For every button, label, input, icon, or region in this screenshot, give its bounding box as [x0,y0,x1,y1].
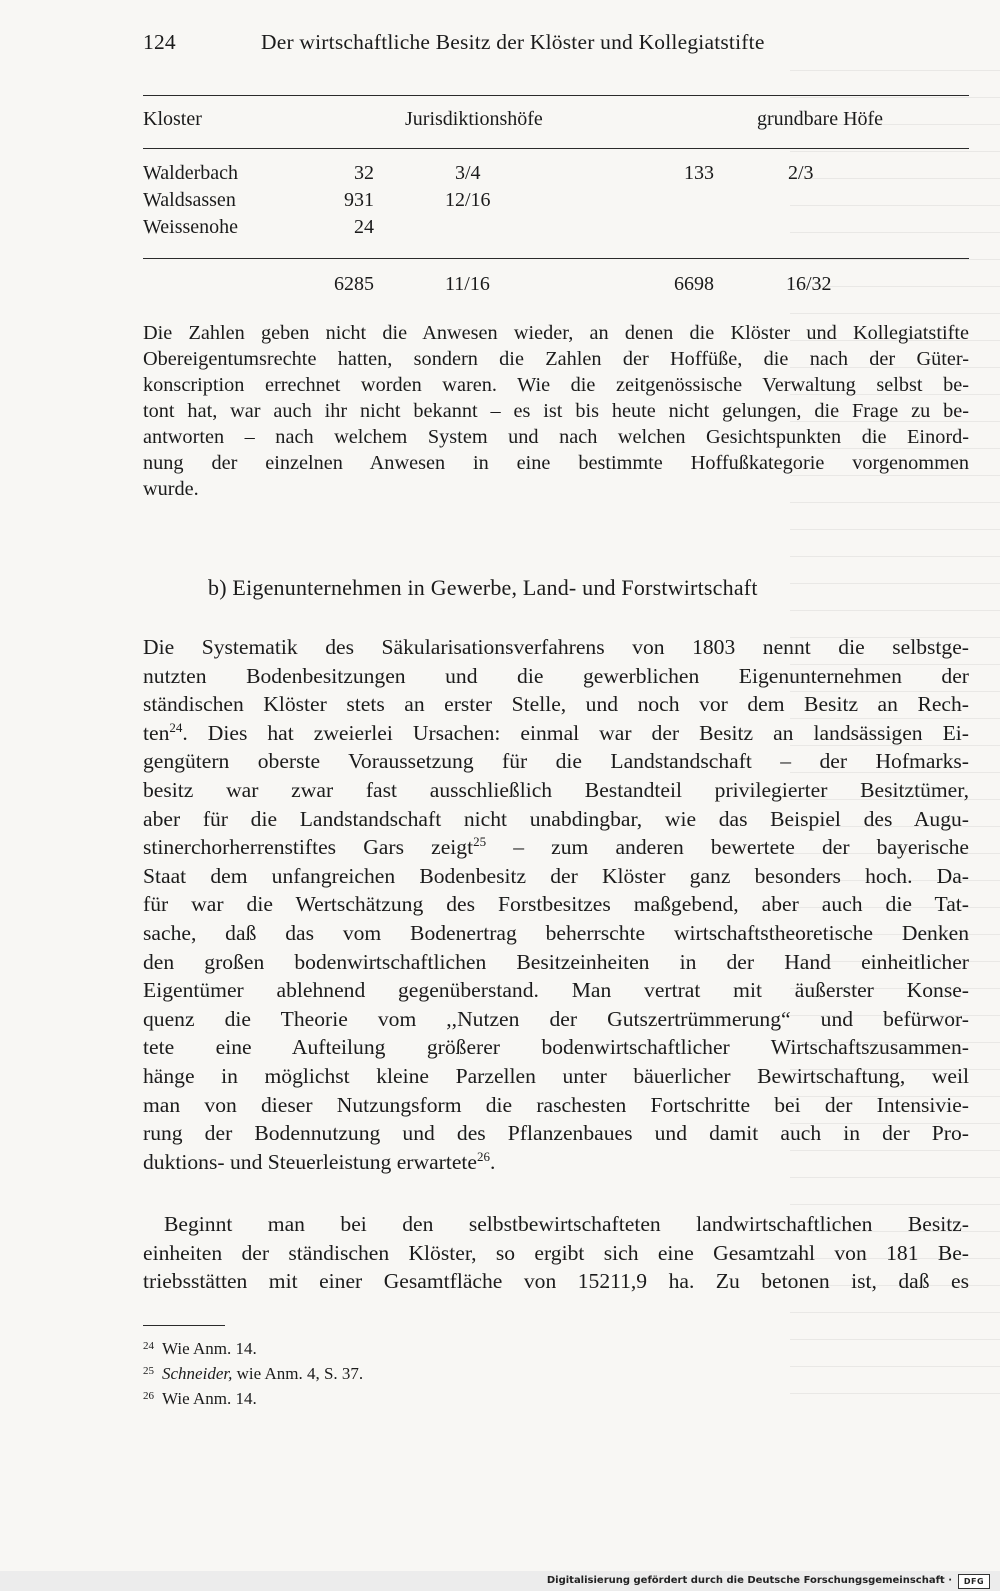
note-line: konscription errechnet worden waren. Wie die zeitgenössische Verwaltung selbst be- [143,374,969,396]
running-title: Der wirtschaftliche Besitz der Klöster und Kollegiatstifte [261,30,765,54]
body-line: hänge in möglichst kleine Parzellen unter bäuerlicher Bewirtschaftung, weil [143,1063,969,1088]
line-text: – zum anderen bewertete der bayerische [486,835,969,860]
line-text: ten [143,720,170,745]
body-line: nutzten Bodenbesitzungen und die gewerblichen Eigenunternehmen der [143,663,969,688]
row-name: Weissenohe [143,216,239,238]
line-text: . Dies hat zweierlei Ursachen: einmal war der Besitz an landsässigen Ei- [182,720,969,745]
row-grundbar-frac: 2/3 [788,162,814,184]
body-line: Staat dem unfangreichen Bodenbesitz der Klöster ganz besonders hoch. Da- [143,863,969,888]
body-line: aber für die Landstandschaft nicht unabdingbar, wie das Beispiel des Augu- [143,806,969,831]
footnote-ref-26[interactable]: 26 [477,1148,491,1164]
body-line: man von dieser Nutzungsform die raschesten Fortschritte bei der Intensivie- [143,1092,969,1117]
table-top-rule [143,95,969,96]
dfg-logo[interactable]: DFG [958,1574,990,1589]
body-line: Die Systematik des Säkularisationsverfahrens von 1803 nennt die selbstge- [143,635,969,659]
body-line [143,833,969,862]
body-line: triebsstätten mit einer Gesamtfläche von 15211,9 ha. Zu betonen ist, daß es [143,1269,969,1294]
footnote-25 [143,1364,363,1384]
note-line: wurde. [143,478,199,500]
section-heading: b) Eigenunternehmen in Gewerbe, Land- und Forstwirtschaft [208,575,758,600]
line-text: . [490,1149,496,1174]
line-text: duktions- und Steuerleistung erwartete [143,1149,478,1174]
row-jurisdiktion-frac: 12/16 [445,189,491,211]
total-jurisdiktion-int: 6285 [334,273,374,295]
row-grundbar-int: 133 [684,162,714,184]
table-sum-rule [143,258,969,259]
table-header-rule [143,148,969,149]
funding-credit: Digitalisierung gefördert durch die Deutsche Forschungsgemeinschaft · [546,1575,952,1586]
row-name: Walderbach [143,162,238,184]
footnote-number: 24 [143,1340,154,1352]
body-line: ständischen Klöster stets an erster Stelle, und noch vor dem Besitz an Rech- [143,692,969,717]
row-jurisdiktion-int: 32 [354,162,374,184]
row-jurisdiktion-frac: 3/4 [455,162,481,184]
footnote-ref-24[interactable]: 24 [169,719,183,735]
note-line: Obereigentumsrechte hatten, sondern die Zahlen der Hoffüße, die nach der Güter- [143,348,969,370]
body-line: sache, daß das vom Bodenertrag beherrschte wirtschaftstheoretische Denken [143,920,969,945]
body-line: den großen bodenwirtschaftlichen Besitzeinheiten in der Hand einheitlicher [143,949,969,974]
footnote-separator [143,1325,225,1326]
footnote-number: 26 [143,1390,154,1402]
row-jurisdiktion-int: 931 [344,189,374,211]
total-grundbar-int: 6698 [674,273,714,295]
footnote-26 [143,1389,257,1409]
body-line: Eigentümer ablehnend gegenüberstand. Man vertrat mit äußerster Konse- [143,978,969,1003]
body-paragraph-2 [143,1210,969,1296]
footnote-number: 25 [143,1365,154,1377]
row-name: Waldsassen [143,189,236,211]
body-paragraph-1 [143,633,969,1176]
table-note [143,320,969,502]
body-line: rung der Bodennutzung und des Pflanzenbaues und damit auch in der Pro- [143,1121,969,1146]
footnote-text: Wie Anm. 14. [162,1389,257,1408]
body-line: für war die Wertschätzung des Forstbesitzes maßgebend, aber auch die Tat- [143,892,969,917]
footnote-text: wie Anm. 4, S. 37. [232,1364,364,1383]
body-line: einheiten der ständischen Klöster, so ergibt sich eine Gesamtzahl von 181 Be- [143,1240,969,1265]
total-jurisdiktion-frac: 11/16 [445,273,490,295]
body-line [143,719,969,748]
footnote-24 [143,1339,257,1359]
body-line: tete eine Aufteilung größerer bodenwirtschaftlicher Wirtschaftszusammen- [143,1035,969,1060]
page-number: 124 [143,30,176,54]
footnote-ref-25[interactable]: 25 [473,834,487,850]
line-text: stinerchorherrenstiftes Gars zeigt [143,835,474,860]
body-line: quenz die Theorie vom ,,Nutzen der Gutszertrümmerung“ und befürwor- [143,1006,969,1031]
col-header-kloster: Kloster [143,108,202,130]
footnote-author: Schneider, [162,1364,233,1383]
note-line: antworten – nach welchem System und nach welchen Gesichtspunkten die Einord- [143,426,969,448]
digitization-footer [0,1571,1000,1591]
col-header-grundbare-hoefe: grundbare Höfe [757,108,884,130]
body-line: Beginnt man bei den selbstbewirtschafteten landwirtschaftlichen Besitz- [164,1212,969,1236]
row-jurisdiktion-int: 24 [354,216,374,238]
note-line: Die Zahlen geben nicht die Anwesen wieder, an denen die Klöster und Kollegiatstifte [143,322,969,344]
footnote-text: Wie Anm. 14. [162,1339,257,1358]
body-line [143,1148,969,1177]
note-line: tont hat, war auch ihr nicht bekannt – es ist bis heute nicht gelungen, die Frage zu be- [143,400,969,422]
total-grundbar-frac: 16/32 [786,273,832,295]
col-header-jurisdiktionshoefe: Jurisdiktionshöfe [405,108,543,130]
body-line: besitz war zwar fast ausschließlich Bestandteil privilegierter Besitztümer, [143,777,969,802]
body-line: gengütern oberste Voraussetzung für die Landstandschaft – der Hofmarks- [143,749,969,774]
note-line: nung der einzelnen Anwesen in eine bestimmte Hoffußkategorie vorgenommen [143,452,969,474]
